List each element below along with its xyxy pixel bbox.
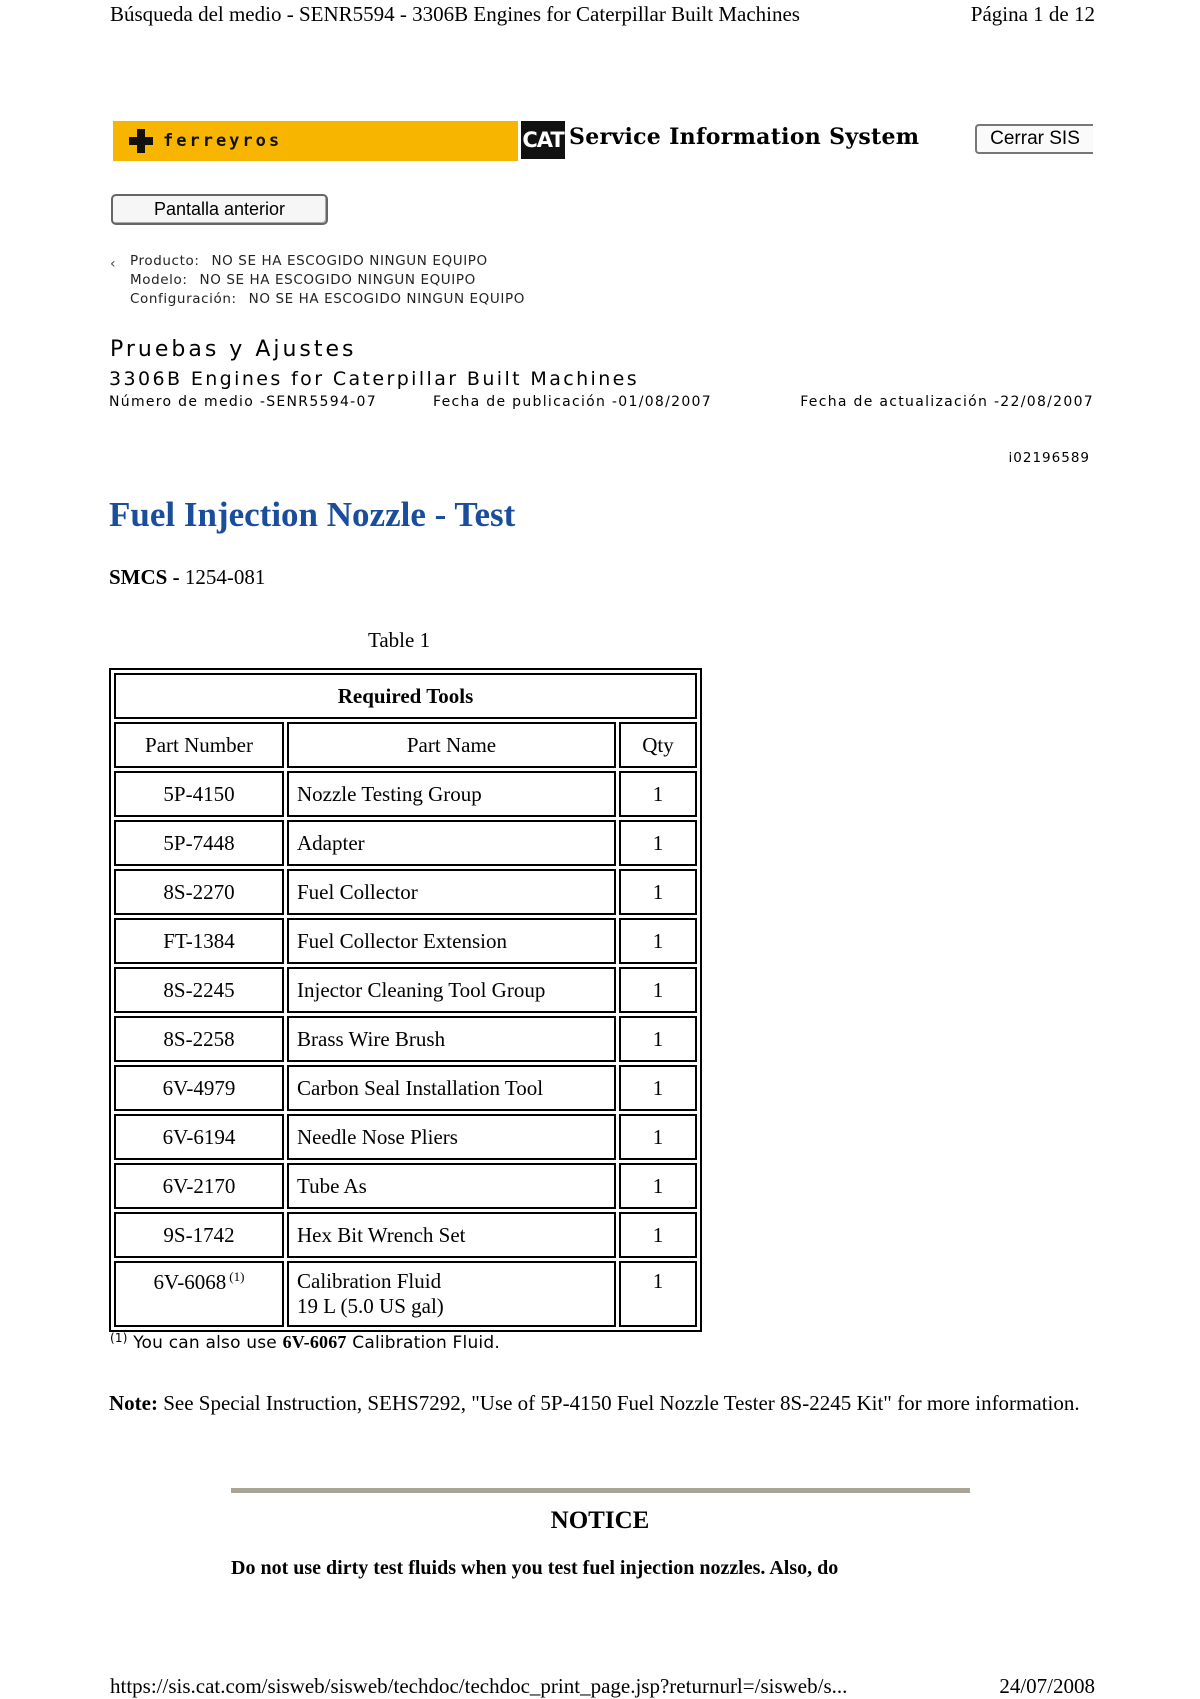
part-name-cell: Hex Bit Wrench Set: [287, 1212, 616, 1258]
table-caption: Table 1: [368, 628, 431, 652]
part-number-cell: 8S-2270: [114, 869, 284, 915]
media-number: Número de medio -SENR5594-07: [109, 394, 377, 410]
table-row: [114, 918, 697, 964]
note-paragraph: Note: See Special Instruction, SEHS7292, "Use of 5P-4150 Fuel Nozzle Tester 8S-2245 Kit" for more information.: [109, 1391, 1080, 1415]
page-title: Fuel Injection Nozzle - Test: [109, 495, 516, 534]
qty-cell: 1: [619, 918, 697, 964]
qty-cell: 1: [619, 1212, 697, 1258]
print-footer-url: https://sis.cat.com/sisweb/sisweb/techdoc/techdoc_print_page.jsp?returnurl=/sisweb/s...: [110, 1674, 848, 1698]
table-heading-row: [114, 673, 697, 719]
part-name-cell: Needle Nose Pliers: [287, 1114, 616, 1160]
part-number-cell: 6V-2170: [114, 1163, 284, 1209]
print-header-page: Página 1 de 12: [970, 2, 1095, 26]
required-tools-table: [109, 668, 702, 1332]
system-title: Service Information System: [569, 124, 920, 150]
table-row: [114, 1261, 697, 1327]
print-header-title: Búsqueda del medio - SENR5594 - 3306B Engines for Caterpillar Built Machines: [110, 2, 800, 26]
qty-cell: 1: [619, 1261, 697, 1327]
part-name-cell: Brass Wire Brush: [287, 1016, 616, 1062]
part-number-cell: 6V-6194: [114, 1114, 284, 1160]
table-heading: Required Tools: [114, 673, 697, 719]
part-name-cell: Carbon Seal Installation Tool: [287, 1065, 616, 1111]
table-row: [114, 1114, 697, 1160]
table-row: [114, 820, 697, 866]
part-name-cell: Fuel Collector Extension: [287, 918, 616, 964]
table-row: [114, 1212, 697, 1258]
table-row: [114, 967, 697, 1013]
table-row: [114, 771, 697, 817]
update-date: Fecha de actualización -22/08/2007: [800, 394, 1094, 410]
table-row: [114, 869, 697, 915]
part-number-cell: 5P-7448: [114, 820, 284, 866]
print-header: [110, 2, 1095, 27]
close-sis-button[interactable]: Cerrar SIS: [975, 124, 1093, 154]
part-name-cell: Nozzle Testing Group: [287, 771, 616, 817]
table-footnote: $^{(1)}$ You can also use 6V-6067 Calibration Fluid.: [110, 1331, 500, 1353]
dealer-banner: [113, 121, 518, 161]
notice-text: Do not use dirty test fluids when you test fuel injection nozzles. Also, do: [231, 1557, 839, 1579]
document-type: Pruebas y Ajustes: [110, 337, 357, 362]
cat-logo: CAT: [521, 121, 565, 159]
chevron-left-icon[interactable]: ‹: [110, 256, 116, 272]
table-row: [114, 1016, 697, 1062]
notice-divider: [231, 1488, 970, 1493]
publication-date: Fecha de publicación -01/08/2007: [433, 394, 712, 410]
qty-cell: 1: [619, 820, 697, 866]
column-header-part-number: Part Number: [114, 722, 284, 768]
part-number-cell: FT-1384: [114, 918, 284, 964]
part-number-cell: 6V-6068 $^{(1)}$: [114, 1261, 284, 1327]
notice-title: NOTICE: [550, 1507, 650, 1534]
part-name-cell: Injector Cleaning Tool Group: [287, 967, 616, 1013]
qty-cell: 1: [619, 1114, 697, 1160]
qty-cell: 1: [619, 967, 697, 1013]
column-header-qty: Qty: [619, 722, 697, 768]
selection-info: [130, 252, 525, 309]
qty-cell: 1: [619, 869, 697, 915]
qty-cell: 1: [619, 771, 697, 817]
print-footer: [110, 1674, 1095, 1699]
part-number-cell: 8S-2258: [114, 1016, 284, 1062]
part-number-cell: 9S-1742: [114, 1212, 284, 1258]
part-number-cell: 6V-4979: [114, 1065, 284, 1111]
column-header-part-name: Part Name: [287, 722, 616, 768]
table-header-row: [114, 722, 697, 768]
part-name-cell: Fuel Collector: [287, 869, 616, 915]
footnote-marker: (1): [229, 1269, 245, 1284]
qty-cell: 1: [619, 1016, 697, 1062]
smcs-code: SMCS - 1254-081: [109, 565, 266, 589]
part-number-cell: 5P-4150: [114, 771, 284, 817]
part-name-cell: Adapter: [287, 820, 616, 866]
selection-configuration: Configuración: NO SE HA ESCOGIDO NINGUN EQUIPO: [130, 291, 525, 307]
part-number-cell: 8S-2245: [114, 967, 284, 1013]
ferreyros-cross-icon: [129, 129, 153, 153]
qty-cell: 1: [619, 1065, 697, 1111]
table-row: [114, 1065, 697, 1111]
part-name-cell: Tube As: [287, 1163, 616, 1209]
selection-product: Producto: NO SE HA ESCOGIDO NINGUN EQUIPO: [130, 253, 488, 269]
previous-screen-button[interactable]: Pantalla anterior: [111, 194, 328, 225]
table-row: [114, 1163, 697, 1209]
document-subtitle: 3306B Engines for Caterpillar Built Machines: [109, 368, 640, 390]
part-name-cell: Calibration Fluid 19 L (5.0 US gal): [287, 1261, 616, 1327]
dealer-name: ferreyros: [163, 131, 283, 151]
document-id: i02196589: [1008, 450, 1090, 466]
selection-model: Modelo: NO SE HA ESCOGIDO NINGUN EQUIPO: [130, 272, 476, 288]
qty-cell: 1: [619, 1163, 697, 1209]
print-footer-date: 24/07/2008: [999, 1674, 1095, 1698]
